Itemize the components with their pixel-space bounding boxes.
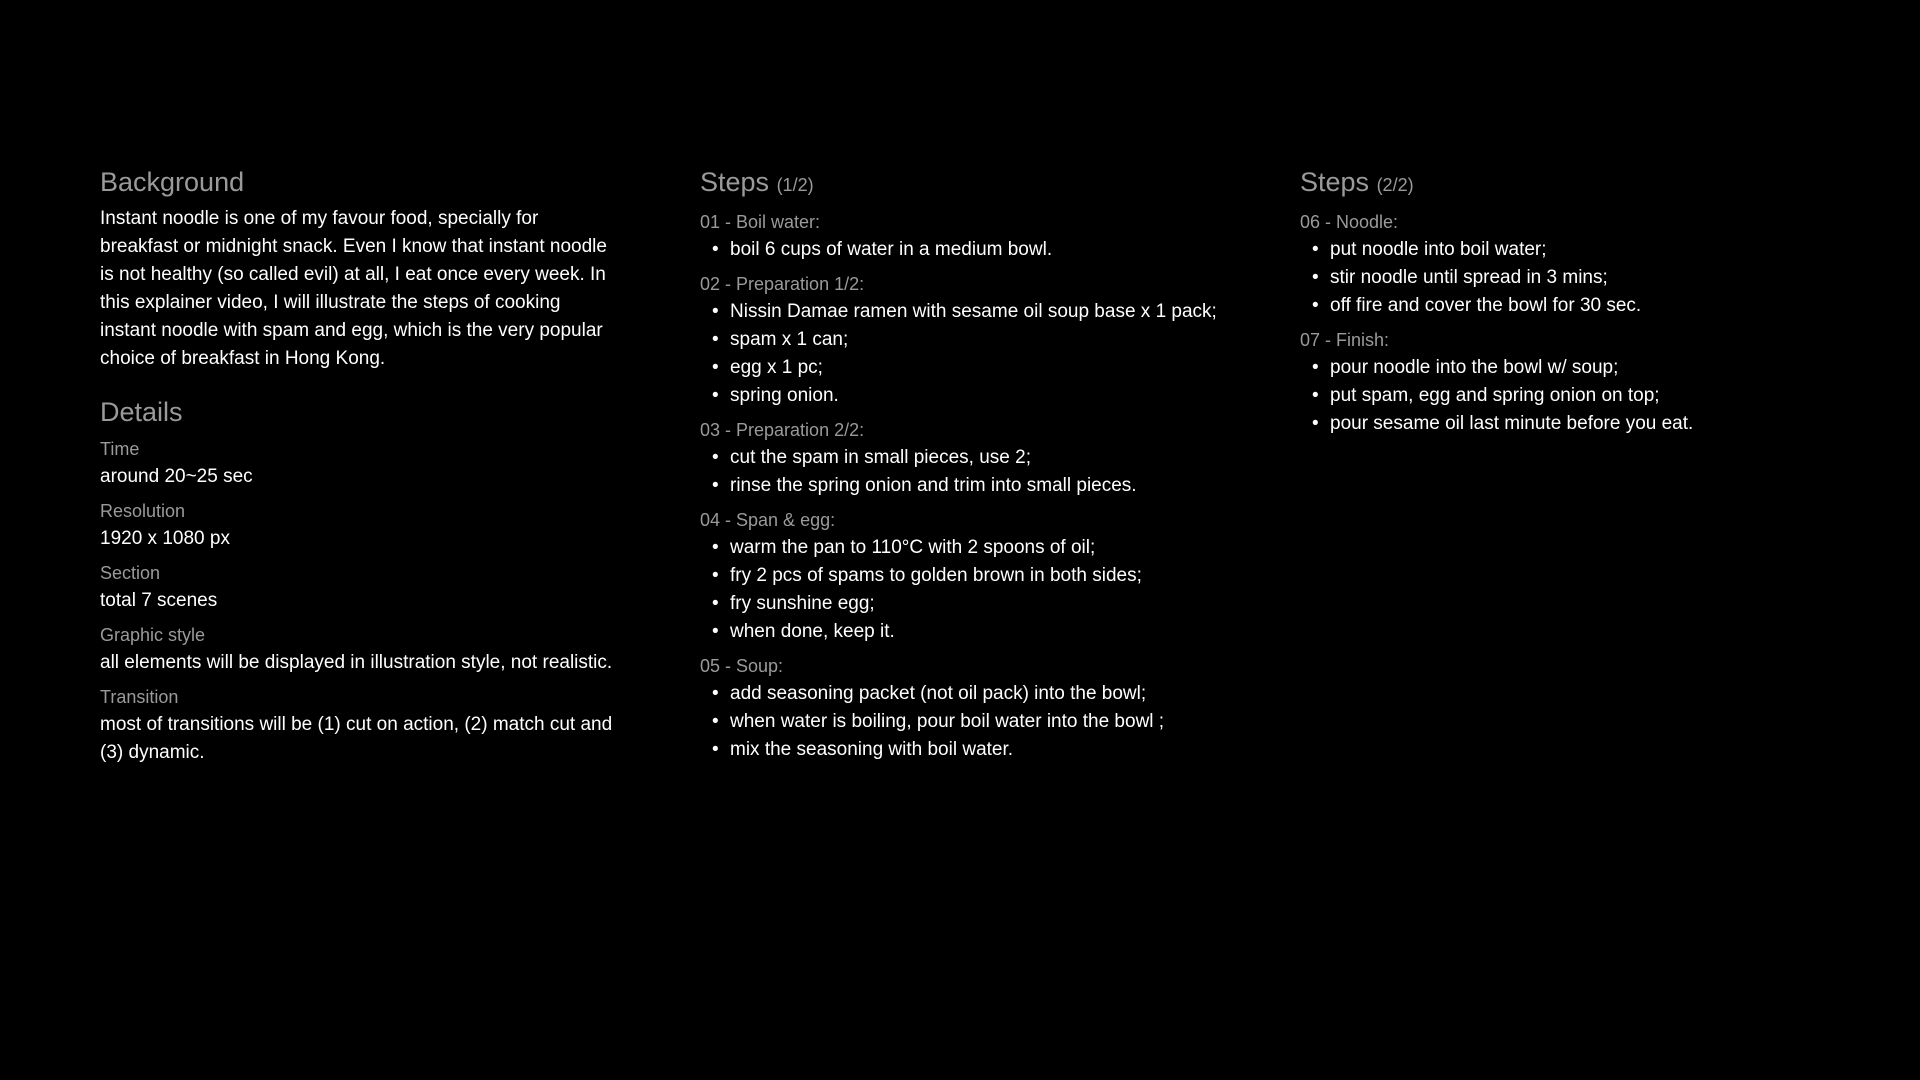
steps-column-2 [1300,165,1860,444]
list-item: • add seasoning packet (not oil pack) into the bowl; [700,680,1260,708]
detail-value-graphic-style: all elements will be displayed in illustration style, not realistic. [100,652,613,673]
list-item: • pour noodle into the bowl w/ soup; [1300,354,1860,382]
step-title-01: 01 - Boil water: [700,212,821,232]
step-title-02: 02 - Preparation 1/2: [700,274,865,294]
detail-value-time: around 20~25 sec [100,466,253,487]
list-item: • off fire and cover the bowl for 30 sec. [1300,292,1860,320]
list-item: • fry 2 pcs of spams to golden brown in both sides; [700,562,1260,590]
list-item: • when water is boiling, pour boil water into the bowl ; [700,708,1260,736]
list-item: • boil 6 cups of water in a medium bowl. [700,236,1260,264]
steps-1-heading-sub: (1/2) [776,175,814,195]
list-item: • rinse the spring onion and trim into small pieces. [700,472,1260,500]
detail-label-time: Time [100,439,140,459]
step-list-05 [700,680,1260,764]
steps-1-heading-text: Steps [700,167,770,197]
steps-1-heading [700,165,1260,202]
list-item: • put spam, egg and spring onion on top; [1300,382,1860,410]
step-list-06 [1300,236,1860,320]
list-item: • warm the pan to 110°C with 2 spoons of oil; [700,534,1260,562]
step-title-03: 03 - Preparation 2/2: [700,420,865,440]
steps-column-1 [700,165,1260,770]
detail-label-graphic-style: Graphic style [100,625,206,645]
step-title-04: 04 - Span & egg: [700,510,836,530]
step-title-07: 07 - Finish: [1300,330,1390,350]
steps-2-heading-sub: (2/2) [1376,175,1414,195]
step-title-06: 06 - Noodle: [1300,212,1399,232]
step-list-01 [700,236,1260,264]
list-item: • put noodle into boil water; [1300,236,1860,264]
details-list [100,435,620,767]
list-item: • when done, keep it. [700,618,1260,646]
details-heading: Details [100,397,183,427]
background-heading: Background [100,167,245,197]
detail-label-section: Section [100,563,161,583]
list-item: • fry sunshine egg; [700,590,1260,618]
list-item: • stir noodle until spread in 3 mins; [1300,264,1860,292]
background-text: Instant noodle is one of my favour food, specially for breakfast or midnight snack. Even I know that instant noodle is not healthy (so called evil) at all, I eat once every week. In this explainer video, I will illustrate the steps of cooking instant noodle with spam and egg, which is the very popular choice of breakfast in Hong Kong. [100,208,607,369]
list-item: • pour sesame oil last minute before you eat. [1300,410,1860,438]
list-item: • mix the seasoning with boil water. [700,736,1260,764]
step-title-05: 05 - Soup: [700,656,784,676]
list-item: • egg x 1 pc; [700,354,1260,382]
step-list-02 [700,298,1260,410]
detail-value-transition: most of transitions will be (1) cut on action, (2) match cut and (3) dynamic. [100,714,613,763]
list-item: • spring onion. [700,382,1260,410]
detail-value-section: total 7 scenes [100,590,218,611]
background-column [100,165,620,773]
list-item: • spam x 1 can; [700,326,1260,354]
list-item: • cut the spam in small pieces, use 2; [700,444,1260,472]
detail-label-resolution: Resolution [100,501,186,521]
step-list-03 [700,444,1260,500]
step-list-07 [1300,354,1860,438]
steps-2-heading [1300,165,1860,202]
steps-2-heading-text: Steps [1300,167,1370,197]
list-item: • Nissin Damae ramen with sesame oil soup base x 1 pack; [700,298,1260,326]
step-list-04 [700,534,1260,646]
detail-label-transition: Transition [100,687,179,707]
detail-value-resolution: 1920 x 1080 px [100,528,230,549]
